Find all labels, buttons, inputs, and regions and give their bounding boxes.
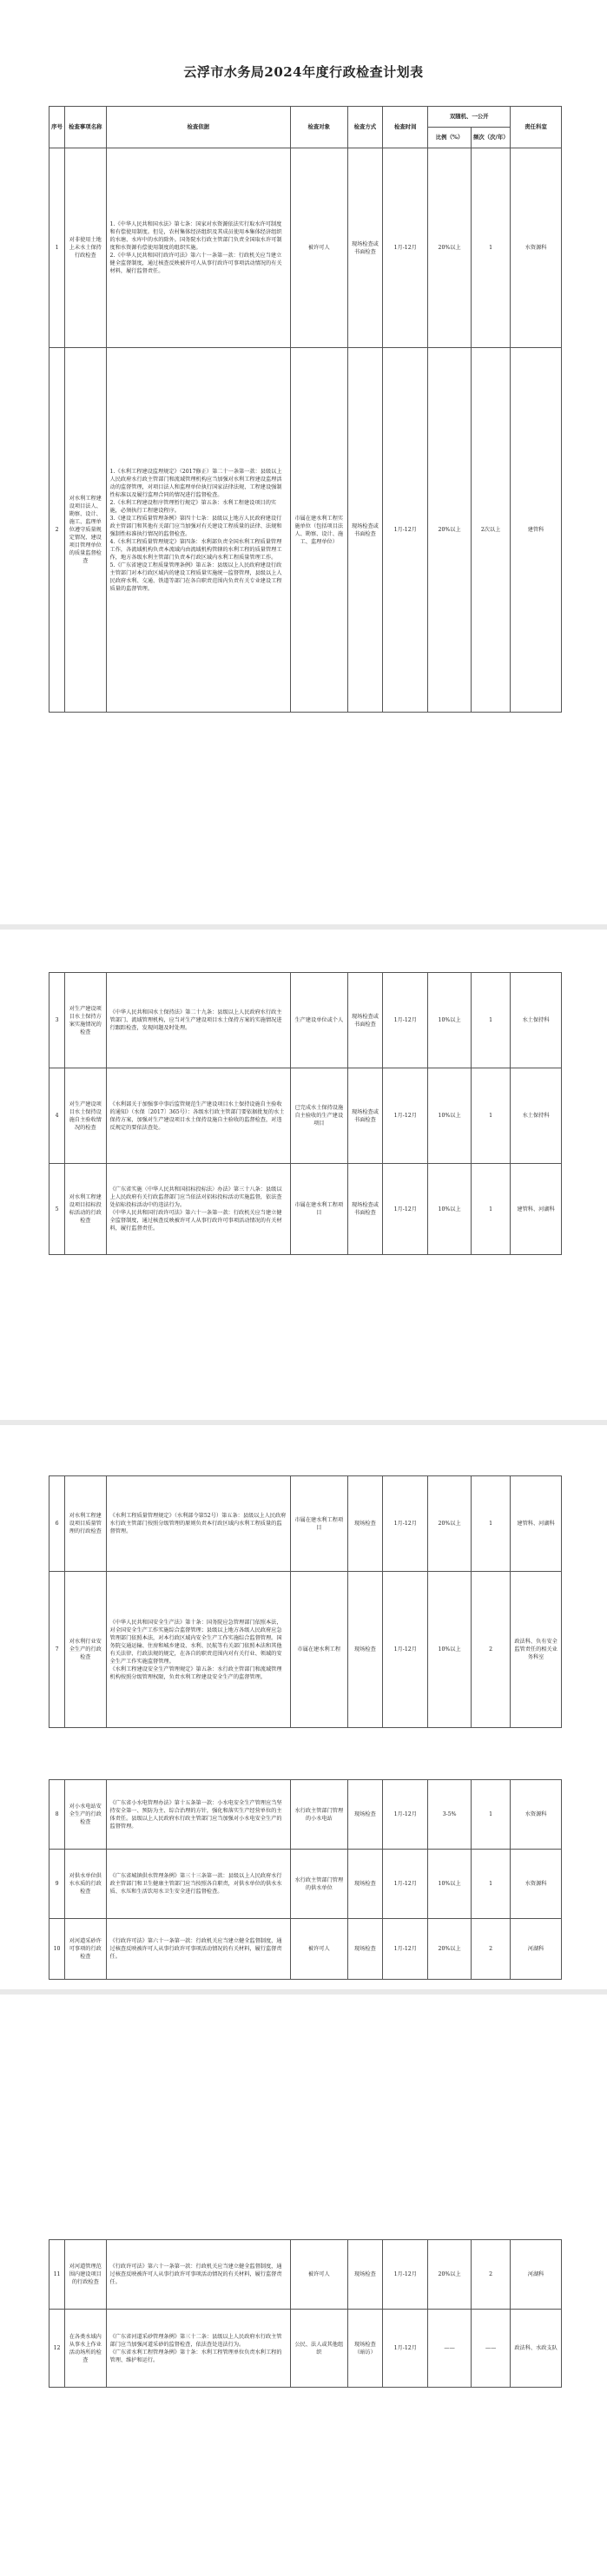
row-ratio: 20%以上 bbox=[428, 2240, 472, 2310]
row-no: 7 bbox=[49, 1572, 65, 1728]
row-time: 1月-12月 bbox=[383, 973, 428, 1068]
row-no: 9 bbox=[49, 1850, 65, 1919]
header-no: 序号 bbox=[49, 107, 65, 148]
row-freq: 2 bbox=[471, 1572, 510, 1728]
row-method: 现场检查 bbox=[347, 1572, 383, 1728]
row-ratio: 20%以上 bbox=[428, 348, 472, 713]
plan-table-page-1 bbox=[49, 106, 562, 713]
row-ratio: 10%以上 bbox=[428, 1068, 472, 1164]
row-dept: 政法科、水政支队 bbox=[511, 2310, 562, 2388]
row-ratio: 10%以上 bbox=[428, 1572, 472, 1728]
row-ratio: 20%以上 bbox=[428, 1919, 472, 1980]
row-freq: 1 bbox=[471, 1850, 510, 1919]
table-row bbox=[49, 973, 562, 1068]
row-freq: 2 bbox=[471, 1919, 510, 1980]
row-dept: 建管科、河湖科 bbox=[511, 1476, 562, 1572]
basis-paragraph: 2.《中华人民共和国行政许可法》第六十一条第一款：行政机关应当建立健全监督制度，通过核查反映被许可人从事行政许可事项活动情况的有关材料，履行监督责任。 bbox=[109, 253, 282, 274]
basis-paragraph: 《中华人民共和国安全生产法》第十条：国务院应急管理部门依照本法，对全国安全生产工作实施综合监督管理；县级以上地方各级人民政府应急管理部门依照本法，对本行政区域内安全生产工作实施综合监督管理。国务院交通运输、住房和城乡建设、水利、民航等有关部门依照本法和其他有关法律、行政法规的规定，在各自的职责范围内对有关行业、领域的安全生产工作实施监督管理。 bbox=[109, 1619, 282, 1665]
row-method: 现场检查 bbox=[347, 1780, 383, 1850]
row-item: 对河道管理范围内建设项目的行政检查 bbox=[65, 2240, 106, 2310]
row-dept: 水土保持科 bbox=[511, 1068, 562, 1164]
row-dept: 水资源科 bbox=[511, 148, 562, 348]
row-freq: —— bbox=[471, 2310, 510, 2388]
row-no: 12 bbox=[49, 2310, 65, 2388]
row-time: 1月-12月 bbox=[383, 1476, 428, 1572]
row-method: 现场检查 bbox=[347, 2240, 383, 2310]
row-target: 水行政主管部门管理的小水电站 bbox=[291, 1780, 348, 1850]
row-time: 1月-12月 bbox=[383, 2240, 428, 2310]
table-row bbox=[49, 2310, 562, 2388]
row-ratio: 20%以上 bbox=[428, 1476, 472, 1572]
row-no: 10 bbox=[49, 1919, 65, 1980]
row-target: 市属在建水利工程项目 bbox=[291, 1164, 348, 1255]
row-item: 对水利工程建设项目质量管理的行政检查 bbox=[65, 1476, 106, 1572]
row-no: 2 bbox=[49, 348, 65, 713]
row-time: 1月-12月 bbox=[383, 1068, 428, 1164]
row-item: 对供水单位供水水质的行政检查 bbox=[65, 1850, 106, 1919]
table-row bbox=[49, 1919, 562, 1980]
row-target: 被许可人 bbox=[291, 148, 348, 348]
table-row bbox=[49, 1850, 562, 1919]
table-row bbox=[49, 1572, 562, 1728]
row-item: 在各类水域内从事水上作业活动场所的检查 bbox=[65, 2310, 106, 2388]
row-dept: 水资源科 bbox=[511, 1850, 562, 1919]
row-item: 对河道采砂许可事项的行政检查 bbox=[65, 1919, 106, 1980]
row-dept: 建管科、河湖科 bbox=[511, 1164, 562, 1255]
table-row bbox=[49, 1476, 562, 1572]
header-method: 检查方式 bbox=[347, 107, 383, 148]
row-method: 现场检查或书面检查 bbox=[347, 1164, 383, 1255]
row-time: 1月-12月 bbox=[383, 1780, 428, 1850]
row-time: 1月-12月 bbox=[383, 148, 428, 348]
row-item: 对生产建设项目水土保持设施自主验收情况的检查 bbox=[65, 1068, 106, 1164]
table-row bbox=[49, 2240, 562, 2310]
basis-paragraph: 《行政许可法》第六十一条第一款：行政机关应当建立健全监督制度，通过核查反映被许可人从事行政许可事项活动情况的有关材料，履行监督责任。 bbox=[109, 2264, 282, 2285]
row-basis bbox=[106, 2240, 290, 2310]
row-time: 1月-12月 bbox=[383, 1919, 428, 1980]
row-freq: 2 bbox=[471, 2240, 510, 2310]
basis-paragraph: 《广东省小水电管理办法》第十五条第一款：小水电安全生产管理应当坚持安全第一、预防为主、综合治理的方针，强化和落实生产经营单位的主体责任。县级以上人民政府水行政主管部门应当加强对小水电安全生产的监督管理。 bbox=[109, 1799, 282, 1830]
header-basis: 检查依据 bbox=[106, 107, 290, 148]
basis-paragraph: 《广东省河道采砂管理条例》第三十二条：县级以上人民政府水行政主管部门应当加强河道采砂的监督检查，依法查处违法行为。 bbox=[109, 2333, 282, 2348]
basis-paragraph: 《水利部关于加强事中事后监管规范生产建设项目水土保持设施自主验收的通知》（水保〔2017〕365号）：各级水行政主管部门要依据批复的水土保持方案，加强对生产建设项目水土保持设施自主验收的监督检查，对违反规定的要依法查处。 bbox=[109, 1101, 285, 1131]
row-ratio: 10%以上 bbox=[428, 1850, 472, 1919]
header-ratio: 比例（%） bbox=[428, 128, 472, 148]
row-no: 3 bbox=[49, 973, 65, 1068]
row-dept: 政法科、负有安全监管责任的相关业务科室 bbox=[511, 1572, 562, 1728]
basis-paragraph: 2.《水利工程建设程序管理暂行规定》第五条：水利工程建设项目的实施，必须执行工程建设程序。 bbox=[109, 499, 277, 514]
row-freq: 1 bbox=[471, 1780, 510, 1850]
row-dept: 水土保持科 bbox=[511, 973, 562, 1068]
row-item: 对水利工程建设项目法人、勘察、设计、施工、监理单位遵守质量规定情况、建设项目管理单位的质量监督检查 bbox=[65, 348, 106, 713]
row-item: 对水利工程建设项目招标投标活动的行政检查 bbox=[65, 1164, 106, 1255]
row-no: 4 bbox=[49, 1068, 65, 1164]
plan-table-page-4 bbox=[49, 2239, 562, 2388]
row-time: 1月-12月 bbox=[383, 1572, 428, 1728]
basis-paragraph: 《水利工程建设安全生产管理规定》第五条：水行政主管部门和流域管理机构按照分级管理权限，负责水利工程建设安全生产的监督管理。 bbox=[109, 1666, 282, 1680]
header-time: 检查时间 bbox=[383, 107, 428, 148]
row-time: 1月-12月 bbox=[383, 1850, 428, 1919]
basis-paragraph: 1.《中华人民共和国水法》第七条：国家对水资源依法实行取水许可制度和有偿使用制度。但是，农村集体经济组织及其成员使用本集体经济组织的水塘、水库中的水的除外。国务院水行政主管部门负责全国取水许可制度和水资源有偿使用制度的组织实施。 bbox=[109, 221, 282, 251]
row-basis bbox=[106, 1476, 290, 1572]
row-item: 对小水电站安全生产的行政检查 bbox=[65, 1780, 106, 1850]
row-target: 被许可人 bbox=[291, 1919, 348, 1980]
table-row bbox=[49, 1780, 562, 1850]
table-row bbox=[49, 1068, 562, 1164]
row-time: 1月-12月 bbox=[383, 2310, 428, 2388]
basis-paragraph: 《中华人民共和国水土保持法》第二十九条：县级以上人民政府水行政主管部门、流域管理机构，应当对生产建设项目水土保持方案的实施情况进行跟踪检查，发现问题及时处理。 bbox=[109, 1009, 282, 1031]
row-basis bbox=[106, 1164, 290, 1255]
row-target: 被许可人 bbox=[291, 2240, 348, 2310]
row-no: 11 bbox=[49, 2240, 65, 2310]
row-time: 1月-12月 bbox=[383, 348, 428, 713]
row-basis bbox=[106, 1780, 290, 1850]
row-method: 现场检查或书面检查 bbox=[347, 148, 383, 348]
row-freq: 1 bbox=[471, 1068, 510, 1164]
header-random-group: 双随机、一公开 bbox=[428, 107, 511, 128]
row-basis bbox=[106, 1572, 290, 1728]
row-target: 市属在建水利工程实施单位（包括项目法人、勘察、设计、施工、监理单位） bbox=[291, 348, 348, 713]
header-target: 检查对象 bbox=[291, 107, 348, 148]
row-item: 对生产建设项目水土保持方案实施情况的检查 bbox=[65, 973, 106, 1068]
row-ratio: 10%以上 bbox=[428, 1164, 472, 1255]
row-basis bbox=[106, 1068, 290, 1164]
row-target: 市属在建水利工程 bbox=[291, 1572, 348, 1728]
row-method: 现场检查或书面检查 bbox=[347, 1068, 383, 1164]
basis-paragraph: 《广东省实施〈中华人民共和国招标投标法〉办法》第三十八条：县级以上人民政府有关行政监督部门应当依法对招标投标活动实施监督，依法查处招标投标活动中的违法行为。 bbox=[109, 1186, 282, 1208]
row-dept: 建管科 bbox=[511, 348, 562, 713]
basis-paragraph: 1.《水利工程建设监理规定》（2017修正）第二十一条第一款：县级以上人民政府水行政主管部门和流域管理机构应当加强对水利工程建设监理活动的监督管理，对项目法人和监理单位执行国家法律法规、工程建设强制性标准以及履行监理合同的情况进行监督检查。 bbox=[109, 468, 282, 498]
row-dept: 河湖科 bbox=[511, 2240, 562, 2310]
row-freq: 1 bbox=[471, 148, 510, 348]
plan-table-page-3b bbox=[49, 1779, 562, 1980]
row-item: 对水利行业安全生产的行政检查 bbox=[65, 1572, 106, 1728]
basis-paragraph: 《行政许可法》第六十一条第一款：行政机关应当建立健全监督制度，通过核查反映被许可人从事行政许可事项活动情况的有关材料，履行监督责任。 bbox=[109, 1938, 282, 1960]
row-basis bbox=[106, 1919, 290, 1980]
row-method: 现场检查 bbox=[347, 1476, 383, 1572]
plan-table-page-3 bbox=[49, 1475, 562, 1728]
row-time: 1月-12月 bbox=[383, 1164, 428, 1255]
basis-paragraph: 3.《建设工程质量管理条例》第四十七条：县级以上地方人民政府建设行政主管部门和其他有关部门应当加强对有关建设工程质量的法律、法规和强制性标准执行情况的监督检查。 bbox=[109, 515, 282, 537]
row-basis bbox=[106, 973, 290, 1068]
row-target: 水行政主管部门管理的供水单位 bbox=[291, 1850, 348, 1919]
basis-paragraph: 4.《水利工程质量管理规定》第四条：水利部负责全国水利工程质量管理工作，各流域机构负责本流域内由流域机构管辖的水利工程的质量管理工作，地方各级水利主管部门负责本行政区域内水利工程质量管理工作。 bbox=[109, 538, 282, 561]
row-dept: 水资源科 bbox=[511, 1780, 562, 1850]
row-ratio: 20%以上 bbox=[428, 148, 472, 348]
row-freq: 1 bbox=[471, 1476, 510, 1572]
row-target: 已完成水土保持设施自主验收的生产建设项目 bbox=[291, 1068, 348, 1164]
row-basis bbox=[106, 2310, 290, 2388]
table-row bbox=[49, 348, 562, 713]
basis-paragraph: 《广东省水利工程管理条例》第十条：水利工程管理单位负责水利工程的管理、维护和运行。 bbox=[109, 2349, 282, 2363]
table-row bbox=[49, 148, 562, 348]
row-method: 现场检查或书面检查 bbox=[347, 973, 383, 1068]
plan-table-page-2 bbox=[49, 972, 562, 1255]
basis-paragraph: 5.《广东省建设工程质量管理条例》第五条：县级以上人民政府建设行政主管部门对本行政区域内的建设工程质量实施统一监督管理，县级以上人民政府水利、交通、铁道等部门在各自职责范围内负责有关专业建设工程质量的监督管理。 bbox=[109, 562, 282, 592]
row-basis bbox=[106, 148, 290, 348]
row-target: 生产建设单位或个人 bbox=[291, 973, 348, 1068]
row-method: 现场检查 bbox=[347, 1850, 383, 1919]
table-row bbox=[49, 1164, 562, 1255]
row-basis bbox=[106, 348, 290, 713]
header-dept: 责任科室 bbox=[511, 107, 562, 148]
row-method: 现场检查（暗访） bbox=[347, 2310, 383, 2388]
row-method: 现场检查 bbox=[347, 1919, 383, 1980]
row-no: 1 bbox=[49, 148, 65, 348]
header-freq: 频次（次/年） bbox=[471, 128, 510, 148]
row-method: 现场检查或书面检查 bbox=[347, 348, 383, 713]
row-ratio: 10%以上 bbox=[428, 973, 472, 1068]
basis-paragraph: 《广东省城镇供水管理条例》第三十三条第一款：县级以上人民政府水行政主管部门和卫生健康主管部门应当按照各自职责，对供水单位的供水水质、水压和生活饮用水卫生安全进行监督检查。 bbox=[109, 1873, 282, 1895]
basis-paragraph: 《中华人民共和国行政许可法》第六十一条第一款：行政机关应当建立健全监督制度，通过核查反映被许可人从事行政许可事项活动情况的有关材料，履行监督责任。 bbox=[109, 1210, 282, 1232]
row-ratio: —— bbox=[428, 2310, 472, 2388]
row-no: 5 bbox=[49, 1164, 65, 1255]
row-target: 市属在建水利工程项目 bbox=[291, 1476, 348, 1572]
basis-paragraph: 《水利工程质量管理规定》（水利部令第52号）第五条：县级以上人民政府水行政主管部门按照分级管理的原则负责本行政区域内水利工程质量的监督管理。 bbox=[109, 1513, 287, 1534]
row-no: 6 bbox=[49, 1476, 65, 1572]
row-item: 对非使用土地上未水土保持行政检查 bbox=[65, 148, 106, 348]
row-no: 8 bbox=[49, 1780, 65, 1850]
row-dept: 河湖科 bbox=[511, 1919, 562, 1980]
row-ratio: 3-5% bbox=[428, 1780, 472, 1850]
document-title: 云浮市水务局2024年度行政检查计划表 bbox=[183, 64, 424, 80]
row-freq: 2次以上 bbox=[471, 348, 510, 713]
header-item: 检查事项名称 bbox=[65, 107, 106, 148]
row-basis bbox=[106, 1850, 290, 1919]
row-freq: 1 bbox=[471, 1164, 510, 1255]
row-target: 公民、法人或其他组织 bbox=[291, 2310, 348, 2388]
row-freq: 1 bbox=[471, 973, 510, 1068]
